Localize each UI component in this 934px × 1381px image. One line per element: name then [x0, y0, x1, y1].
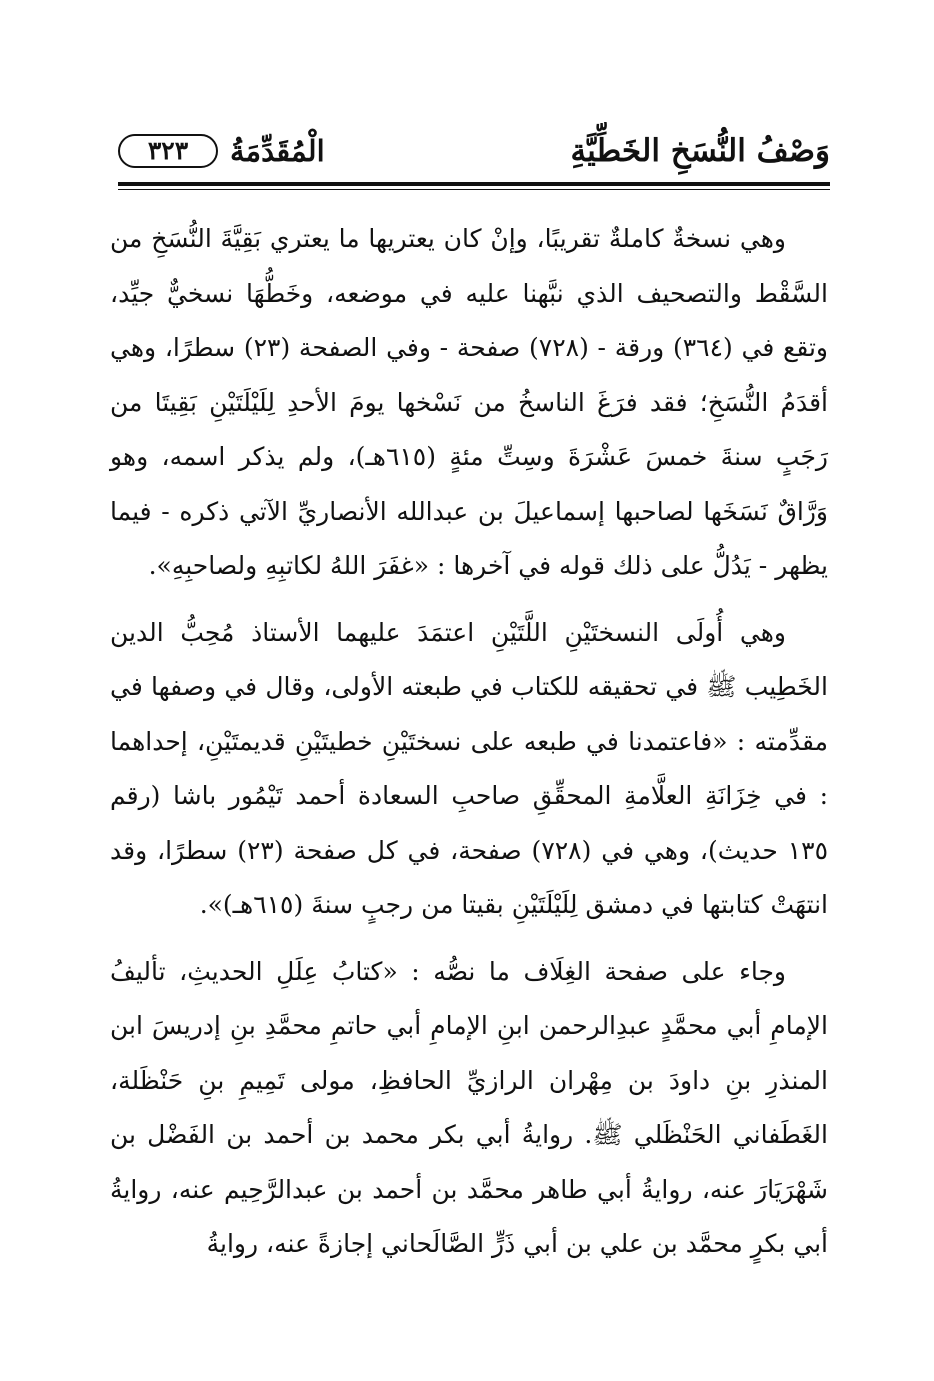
chapter-title: وَصْفُ النُّسَخِ الخَطِّيَّةِ	[570, 133, 830, 169]
paragraph: وهي أُولَى النسختَيْنِ اللَّتَيْنِ اعتمَدَ عليهما الأستاذ مُحِبُّ الدين الخَطِيب ﷺ في تحقيقه للكتاب في طبعته الأولى، وقال في وصفها في مقدِّمته : «فاعتمدنا في طبعه على نسختَيْنِ خطيتَيْنِ قديمتَيْنِ، إحداهما : في خِزَانَةِ العلَّامةِ المحقِّقِ صاحبِ السعادة أحمد تَيْمُور باشا (رقم ١٣٥ حديث)، وهي في (٧٢٨) صفحة، في كل صفحة (٢٣) سطرًا، وقد انتهَتْ كتابتها في دمشق لِلَيْلَتَيْنِ بقيتا من رجبٍ سنةَ (٦١٥هـ)».	[110, 617, 829, 919]
section-title: الْمُقَدِّمَةُ	[230, 134, 325, 168]
paragraph: وجاء على صفحة الغِلَاف ما نصُّه : «كتابُ عِلَلِ الحديثِ، تأليفُ الإمامِ أبي محمَّدٍ عبدِالرحمن ابنِ الإمامِ أبي حاتمِ محمَّدِ بنِ إدريسَ ابن المنذرِ بنِ داودَ بن مِهْران الرازيِّ الحافظِ، مولى تَمِيمِ بنِ حَنْظَلة، الغَطَفاني الحَنْظَلي ﷺ. روايةُ أبي بكر محمد بن أحمد بن الفَضْل بن شَهْرَيَارَ عنه، روايةُ أبي طاهر محمَّد بن أحمد بن عبدالرَّحِيم عنه، روايةُ أبي بكرٍ محمَّد بن علي بن أبي ذَرٍّ الصَّالَحاني إجازةً عنه، روايةُ	[110, 956, 828, 1258]
paragraph: وهي نسخةٌ كاملةٌ تقريبًا، وإنْ كان يعتريها ما يعتري بَقِيَّةَ النُّسَخِ من السَّقْط والتصحيف الذي نبَّهنا عليه في موضعه، وخَطُّهَا نسخيٌّ جيِّد، وتقع في (٣٦٤) ورقة - (٧٢٨) صفحة - وفي الصفحة (٢٣) سطرًا، وهي أقدَمُ النُّسَخِ؛ فقد فرَغَ الناسخُ من نَسْخها يومَ الأحدِ لِلَيْلَتَيْنِ بَقِيتَا من رَجَبٍ سنةَ خمسَ عَشْرَةَ وسِتِّ مئةٍ (٦١٥هـ)، ولم يذكر اسمه، وهو وَرَّاقٌ نَسَخَها لصاحبها إسماعيلَ بن عبدالله الأنصاريِّ الآتي ذكره - فيما يظهر - يَدُلُّ على ذلك قوله في آخرها : «غفَرَ اللهُ لكاتبِهِ ولصاحبِهِ».	[110, 224, 829, 580]
running-header	[118, 128, 830, 178]
main-text	[110, 212, 828, 1284]
header-rule	[118, 182, 830, 186]
page-number-frame	[118, 134, 218, 168]
page-number: ٣٢٣	[147, 136, 189, 165]
header-rule-thin	[118, 189, 830, 190]
